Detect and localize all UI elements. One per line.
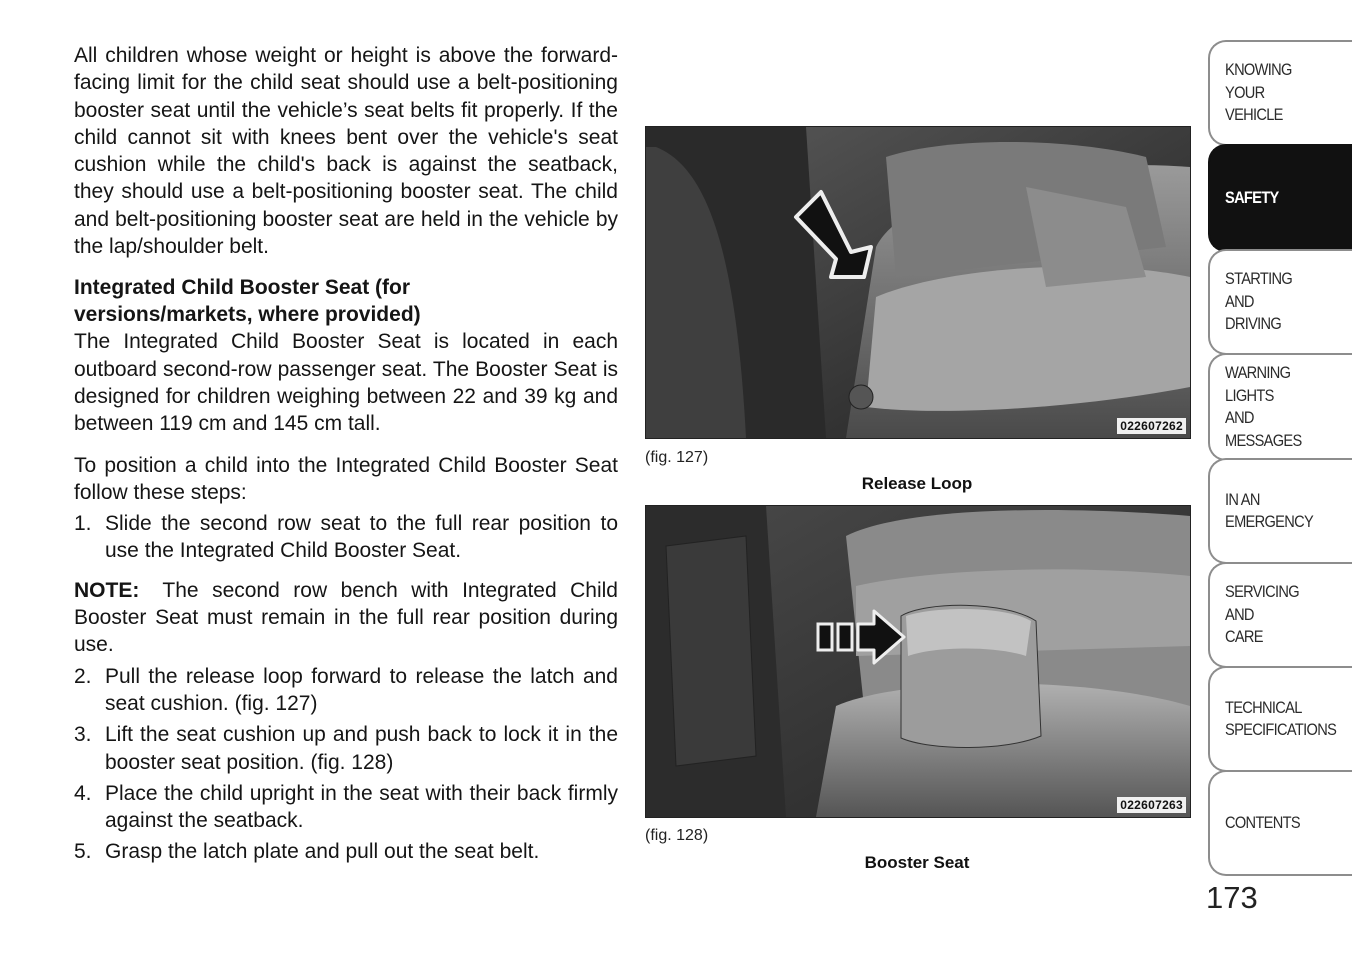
figure-code: 022607262 [1117,418,1186,434]
section-heading-line-2: versions/markets, where provided) [74,303,421,327]
steps-list-a [74,510,618,565]
intro-paragraph: All children whose weight or height is above the forward-facing limit for the child seat should use a belt-positioning booster seat until the vehicle’s seat belts fit properly. If the child cannot sit with knees bent over the vehicle's seat cushion while the child's back is against the seatback, they should use a belt-positioning booster seat. The child and belt-positioning booster seat are held in the vehicle by the lap/shoulder belt. [74,44,618,259]
list-item [74,721,618,776]
tab-contents[interactable] [1208,770,1352,876]
steps-intro-paragraph: To position a child into the Integrated Child Booster Seat follow these steps: [74,453,618,504]
tab-in-an-emergency[interactable] [1208,458,1352,564]
tab-label: STARTING AND DRIVING [1225,269,1293,334]
note-label: NOTE: [74,578,140,602]
step-number: 1. [74,512,92,536]
tab-label: SAFETY [1225,187,1279,207]
release-loop-illustration [646,127,1190,438]
step-text: Lift the seat cushion up and push back to lock it in the booster seat position. (fig. 128) [105,723,618,774]
steps-list-b [74,663,618,866]
list-item [74,663,618,718]
step-number: 3. [74,723,92,747]
step-number: 2. [74,664,92,688]
booster-description-paragraph: The Integrated Child Booster Seat is located in each outboard second-row passenger seat. The Booster Seat is designed for children weighing between 22 and 39 kg and between 119 cm and 145 cm tall. [74,330,618,436]
step-text: Pull the release loop forward to release the latch and seat cushion. (fig. 127) [105,664,618,715]
tab-label: SERVICING AND CARE [1225,582,1299,647]
tab-label: KNOWING YOUR VEHICLE [1225,60,1292,125]
step-number: 5. [74,840,92,864]
figure-reference: (fig. 127) [645,449,709,466]
tab-servicing-and-care[interactable] [1208,562,1352,668]
tab-technical-specifications[interactable] [1208,666,1352,772]
tab-safety[interactable] [1208,144,1352,252]
tab-knowing-your-vehicle[interactable] [1208,40,1352,146]
tab-label: TECHNICAL SPECIFICATIONS [1225,697,1337,739]
tab-label: CONTENTS [1225,812,1300,832]
tab-label: IN AN EMERGENCY [1225,489,1314,531]
main-text-column [74,42,618,878]
step-text: Place the child upright in the seat with their back firmly against the seatback. [105,781,618,833]
note-paragraph [74,577,618,659]
figure-code: 022607263 [1117,797,1186,813]
section-heading-line-1: Integrated Child Booster Seat (for [74,276,411,300]
list-item [74,510,618,565]
tab-starting-and-driving[interactable] [1208,249,1352,355]
list-item [74,838,618,865]
tab-label: WARNING LIGHTS AND MESSAGES [1225,363,1302,450]
figure-release-loop-image [645,126,1191,439]
note-text: The second row bench with Integrated Child Booster Seat must remain in the full rear position during use. [74,578,618,657]
page-number: 173 [1206,880,1258,915]
tab-warning-lights-and-messages[interactable] [1208,353,1352,461]
step-number: 4. [74,781,92,805]
figure-reference: (fig. 128) [645,827,709,844]
booster-seat-illustration [646,506,1190,817]
step-text: Slide the second row seat to the full rear position to use the Integrated Child Booster Seat. [105,512,618,563]
figure-caption: Booster Seat [864,853,970,872]
section-heading [74,274,618,328]
figure-caption: Release Loop [861,474,973,493]
list-item [74,780,618,835]
figure-booster-seat-image [645,505,1191,818]
step-text: Grasp the latch plate and pull out the seat belt. [105,840,540,864]
